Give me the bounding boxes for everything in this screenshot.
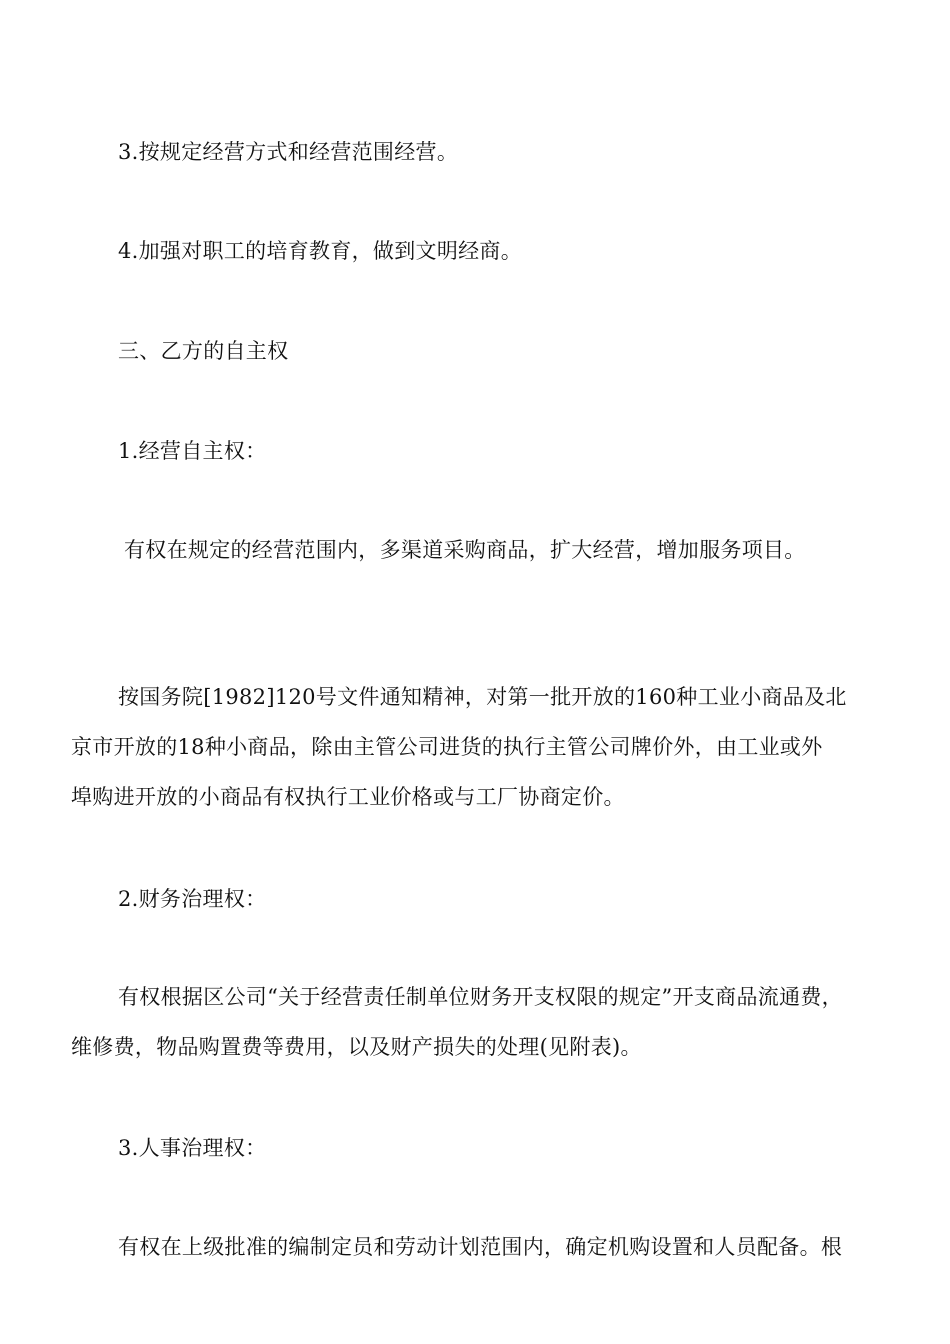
finance-paragraph (71, 972, 883, 1072)
section-heading-autonomy: 三、乙方的自主权 (118, 339, 289, 363)
personnel-line: 有权在上级批准的编制定员和劳动计划范围内，确定机购设置和人员配备。根 (118, 1235, 843, 1259)
clause-3-personnel-management: 3.人事治理权： (118, 1136, 267, 1160)
business-autonomy-text: 有权在规定的经营范围内，多渠道采购商品，扩大经营，增加服务项目。 (124, 538, 806, 562)
clause-4-staff-education: 4.加强对职工的培育教育，做到文明经商。 (118, 239, 523, 263)
price-policy-line: 京市开放的18种小商品，除由主管公司进货的执行主管公司牌价外，由工业或外 (71, 735, 823, 759)
price-policy-line: 按国务院[1982]120号文件通知精神，对第一批开放的160种工业小商品及北 (118, 685, 847, 709)
finance-line: 有权根据区公司“关于经营责任制单位财务开支权限的规定”开支商品流通费， (118, 985, 843, 1009)
finance-line: 维修费，物品购置费等费用，以及财产损失的处理(见附表)。 (71, 1035, 642, 1059)
price-policy-line: 埠购进开放的小商品有权执行工业价格或与工厂协商定价。 (71, 785, 625, 809)
clause-1-business-autonomy: 1.经营自主权： (118, 439, 267, 463)
price-policy-paragraph (71, 672, 883, 822)
clause-3-business-scope: 3.按规定经营方式和经营范围经营。 (118, 140, 459, 164)
clause-2-finance-management: 2.财务治理权： (118, 887, 267, 911)
personnel-paragraph (71, 1222, 883, 1272)
